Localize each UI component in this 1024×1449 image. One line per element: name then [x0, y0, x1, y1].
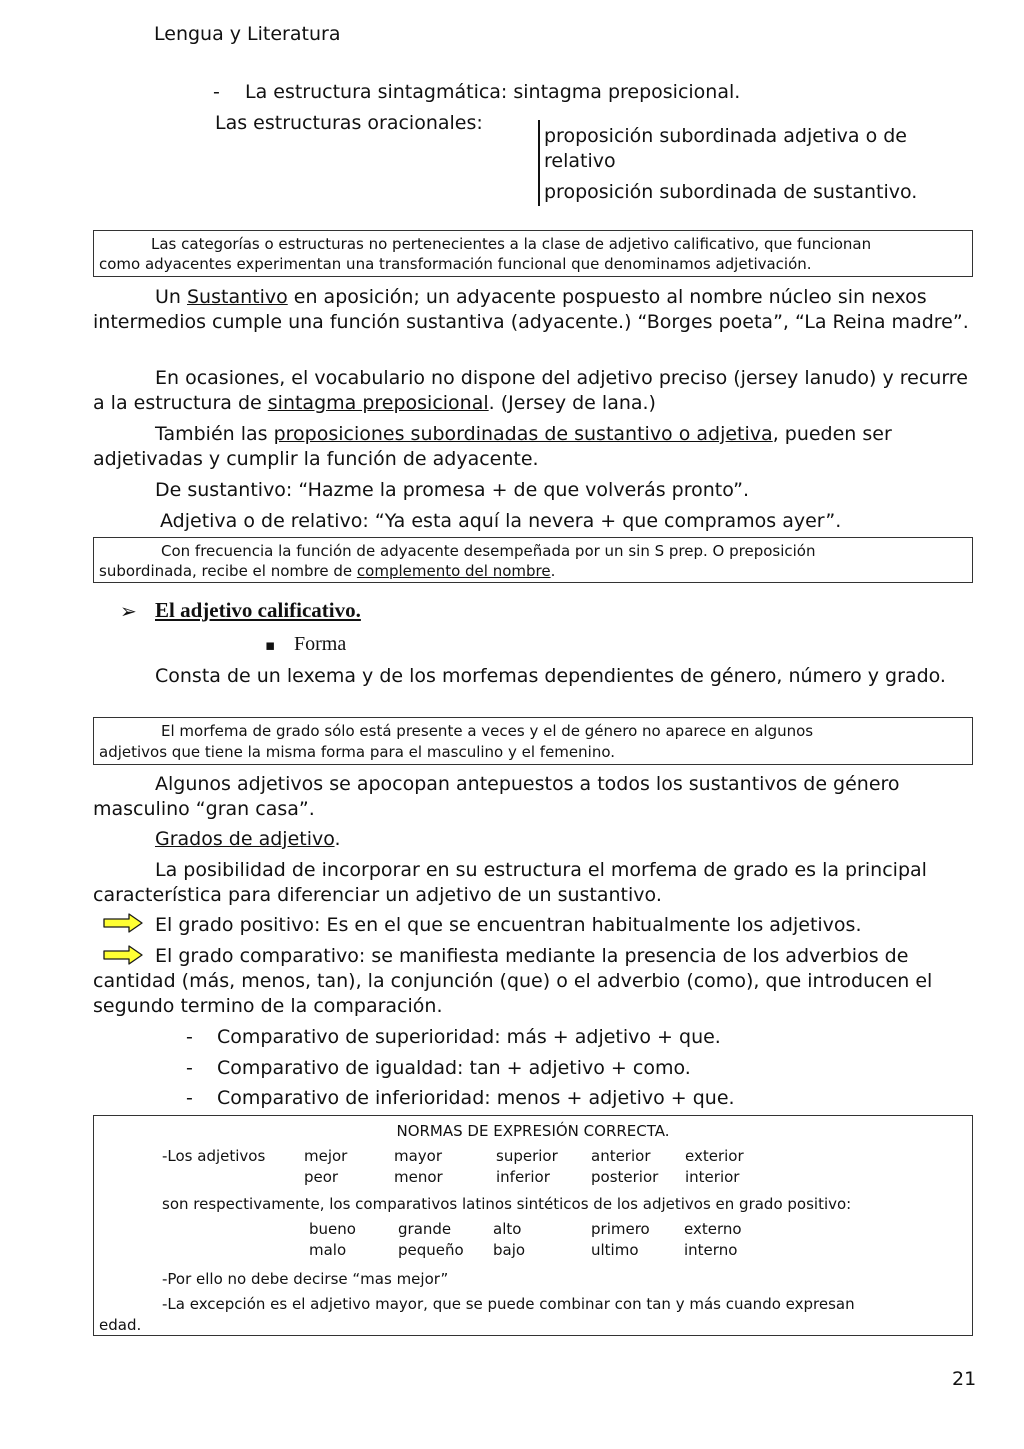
note-line: como adyacentes experimentan una transformación funcional que denominamos adjetivación. — [99, 255, 812, 273]
example-sustantivo: De sustantivo: “Hazme la promesa + de que volverás pronto”. — [155, 479, 750, 501]
underlined-term: Grados de adjetivo — [155, 828, 335, 850]
text: También las — [155, 423, 274, 445]
dash: - — [213, 81, 220, 103]
table-row — [304, 1167, 744, 1188]
note-line: adjetivos que tiene la misma forma para el masculino y el femenino. — [99, 743, 616, 761]
table-cell: peor — [304, 1168, 339, 1186]
table-cell: pequeño — [398, 1241, 464, 1259]
example-relativo: Adjetiva o de relativo: “Ya esta aquí la nevera + que compramos ayer”. — [160, 510, 842, 532]
note-line: El morfema de grado sólo está presente a veces y el de género no aparece en algunos — [161, 722, 814, 740]
prep-line: La estructura sintagmática: sintagma preposicional. — [245, 81, 741, 103]
table-cell: malo — [309, 1241, 347, 1259]
table-cell: interior — [685, 1168, 740, 1186]
section-title: El adjetivo calificativo. — [155, 598, 361, 622]
text: . (Jersey de lana.) — [488, 392, 656, 414]
table-cell: externo — [684, 1220, 742, 1238]
comparativo-igualdad: Comparativo de igualdad: tan + adjetivo + como. — [217, 1057, 691, 1079]
text: En ocasiones, el vocabulario no dispone del adjetivo preciso (jersey lanudo) y recurre a la estructura de — [93, 367, 968, 414]
comparatives-table — [304, 1146, 744, 1188]
table-row — [309, 1219, 742, 1240]
subsection-title: Forma — [294, 633, 347, 655]
structures-label: Las estructuras oracionales: — [215, 112, 483, 134]
note-box-adjetivacion — [93, 230, 973, 277]
table-cell: mejor — [304, 1147, 348, 1165]
comparativo-inferioridad: Comparativo de inferioridad: menos + adjetivo + que. — [217, 1087, 735, 1109]
table-cell: inferior — [496, 1168, 550, 1186]
paragraph-posibilidad: La posibilidad de incorporar en su estructura el morfema de grado es la principal característica para diferenciar un adjetivo de un sustantivo. — [93, 859, 927, 906]
note-line: Con frecuencia la función de adyacente desempeñada por un sin S prep. O preposición — [161, 542, 816, 560]
table-cell: grande — [398, 1220, 452, 1238]
norms-label: -Los adjetivos — [162, 1147, 266, 1165]
dash: - — [186, 1026, 193, 1048]
structure-adjetiva-1: proposición subordinada adjetiva o de — [544, 125, 907, 147]
table-cell: bajo — [493, 1241, 526, 1259]
arrow-right-icon — [103, 913, 143, 933]
paragraph-forma: Consta de un lexema y de los morfemas dependientes de género, número y grado. — [155, 665, 946, 687]
page-header: Lengua y Literatura — [154, 23, 341, 45]
note-box-morfema — [93, 717, 973, 765]
text: Un — [155, 286, 187, 308]
subsection-bullet-icon: ▪ — [265, 636, 276, 654]
grado-comparativo: El grado comparativo: se manifiesta mediante la presencia de los adverbios de cantidad (más, menos, tan), la conjunción (que) o el adverbio (como), que introducen el segundo termino de la comparación. — [93, 945, 933, 1017]
text: en aposición; un adyacente pospuesto al nombre núcleo sin nexos intermedios cumple una función sustantiva (adyacente.) “Borges poeta”, “La Reina madre”. — [93, 286, 969, 333]
bracket-line — [538, 120, 540, 206]
norms-sentence: son respectivamente, los comparativos latinos sintéticos de los adjetivos en grado positivo: — [162, 1195, 852, 1213]
paragraph-apocope: Algunos adjetivos se apocopan antepuestos a todos los sustantivos de género masculino “gran casa”. — [93, 773, 900, 820]
underlined-term: proposiciones subordinadas de sustantivo o adjetiva — [273, 423, 773, 445]
structure-sustantivo: proposición subordinada de sustantivo. — [544, 181, 918, 203]
note-line: Las categorías o estructuras no pertenecientes a la clase de adjetivo calificativo, que funcionan — [151, 235, 872, 253]
norms-title: NORMAS DE EXPRESIÓN CORRECTA. — [396, 1122, 670, 1140]
norms-note: edad. — [99, 1316, 142, 1334]
underlined-term: Sustantivo — [187, 286, 288, 308]
paragraph-grados — [155, 827, 341, 852]
table-cell: superior — [496, 1147, 558, 1165]
underlined-term: complemento del nombre — [356, 562, 551, 580]
note-line — [99, 561, 967, 581]
table-row — [309, 1240, 742, 1261]
paragraph-sintagma — [93, 366, 975, 416]
section-bullet-icon: ➢ — [120, 599, 137, 623]
underlined-term: sintagma preposicional — [267, 392, 489, 414]
note-box-complemento — [93, 537, 973, 583]
table-cell: mayor — [394, 1147, 443, 1165]
paragraph-aposicion — [93, 285, 975, 335]
table-cell: menor — [394, 1168, 443, 1186]
structure-adjetiva-2: relativo — [544, 150, 616, 172]
norms-box — [93, 1115, 973, 1336]
text: . — [334, 828, 341, 850]
norms-note: -Por ello no debe decirse “mas mejor” — [162, 1270, 449, 1288]
text: subordinada, recibe el nombre de — [99, 562, 357, 580]
table-cell: alto — [493, 1220, 522, 1238]
table-cell: exterior — [685, 1147, 744, 1165]
paragraph-proposiciones — [93, 422, 975, 472]
text: , pueden ser adjetivadas y cumplir la función de adyacente. — [93, 423, 892, 470]
table-cell: interno — [684, 1241, 738, 1259]
table-cell: posterior — [591, 1168, 659, 1186]
table-cell: primero — [591, 1220, 650, 1238]
norms-note: -La excepción es el adjetivo mayor, que se puede combinar con tan y más cuando expresan — [162, 1295, 855, 1313]
table-row — [304, 1146, 744, 1167]
dash: - — [186, 1087, 193, 1109]
positive-table — [309, 1219, 742, 1261]
comparativo-superioridad: Comparativo de superioridad: más + adjetivo + que. — [217, 1026, 721, 1048]
table-cell: ultimo — [591, 1241, 639, 1259]
table-cell: bueno — [309, 1220, 356, 1238]
table-cell: anterior — [591, 1147, 651, 1165]
page-number: 21 — [952, 1368, 977, 1390]
text: . — [550, 562, 556, 580]
dash: - — [186, 1057, 193, 1079]
grado-positivo: El grado positivo: Es en el que se encuentran habitualmente los adjetivos. — [155, 914, 862, 936]
